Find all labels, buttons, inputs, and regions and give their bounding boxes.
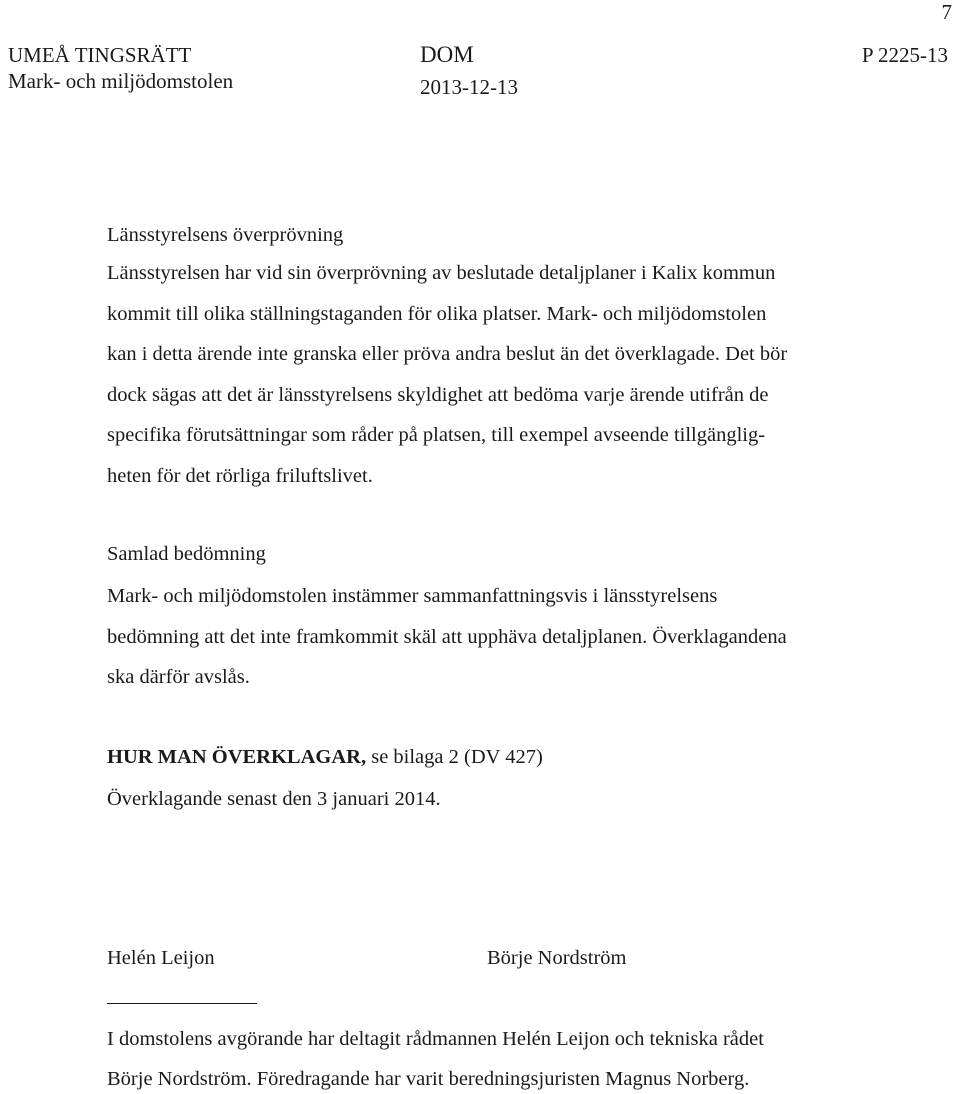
page-number: 7 <box>941 0 952 24</box>
appeal-title <box>107 745 543 769</box>
signature-right: Börje Nordström <box>487 947 627 969</box>
appeal-deadline: Överklagande senast den 3 januari 2014. <box>107 788 441 810</box>
paragraph-line: kan i detta ärende inte granska eller pröva andra beslut än det överklagade. Det bör <box>107 343 788 365</box>
footnote-line: Börje Nordström. Föredragande har varit beredningsjuristen Magnus Norberg. <box>107 1068 750 1090</box>
paragraph-line: heten för det rörliga friluftslivet. <box>107 465 373 487</box>
document-date: 2013-12-13 <box>420 75 518 99</box>
signature-left: Helén Leijon <box>107 947 215 969</box>
court-name: UMEÅ TINGSRÄTT <box>8 43 192 67</box>
paragraph-line: dock sägas att det är länsstyrelsens skyldighet att bedöma varje ärende utifrån de <box>107 384 769 406</box>
case-number: P 2225-13 <box>861 43 948 67</box>
paragraph-line: Länsstyrelsen har vid sin överprövning av beslutade detaljplaner i Kalix kommun <box>107 262 776 284</box>
section-heading: Samlad bedömning <box>107 543 266 565</box>
paragraph-line: kommit till olika ställningstaganden för olika platser. Mark- och miljödomstolen <box>107 303 767 325</box>
paragraph-line: bedömning att det inte framkommit skäl att upphäva detaljplanen. Överklagandena <box>107 626 787 648</box>
paragraph-line: specifika förutsättningar som råder på platsen, till exempel avseende tillgänglig- <box>107 424 766 446</box>
document-type: DOM <box>420 42 474 67</box>
appeal-title-bold: HUR MAN ÖVERKLAGAR, <box>107 746 367 768</box>
appeal-title-rest: se bilaga 2 (DV 427) <box>366 746 543 768</box>
court-division: Mark- och miljödomstolen <box>8 69 234 93</box>
footnote-line: I domstolens avgörande har deltagit rådmannen Helén Leijon och tekniska rådet <box>107 1028 764 1050</box>
paragraph-line: Mark- och miljödomstolen instämmer sammanfattningsvis i länsstyrelsens <box>107 585 718 607</box>
footnote-divider <box>107 1003 257 1004</box>
section-heading: Länsstyrelsens överprövning <box>107 224 344 246</box>
paragraph-line: ska därför avslås. <box>107 666 250 688</box>
